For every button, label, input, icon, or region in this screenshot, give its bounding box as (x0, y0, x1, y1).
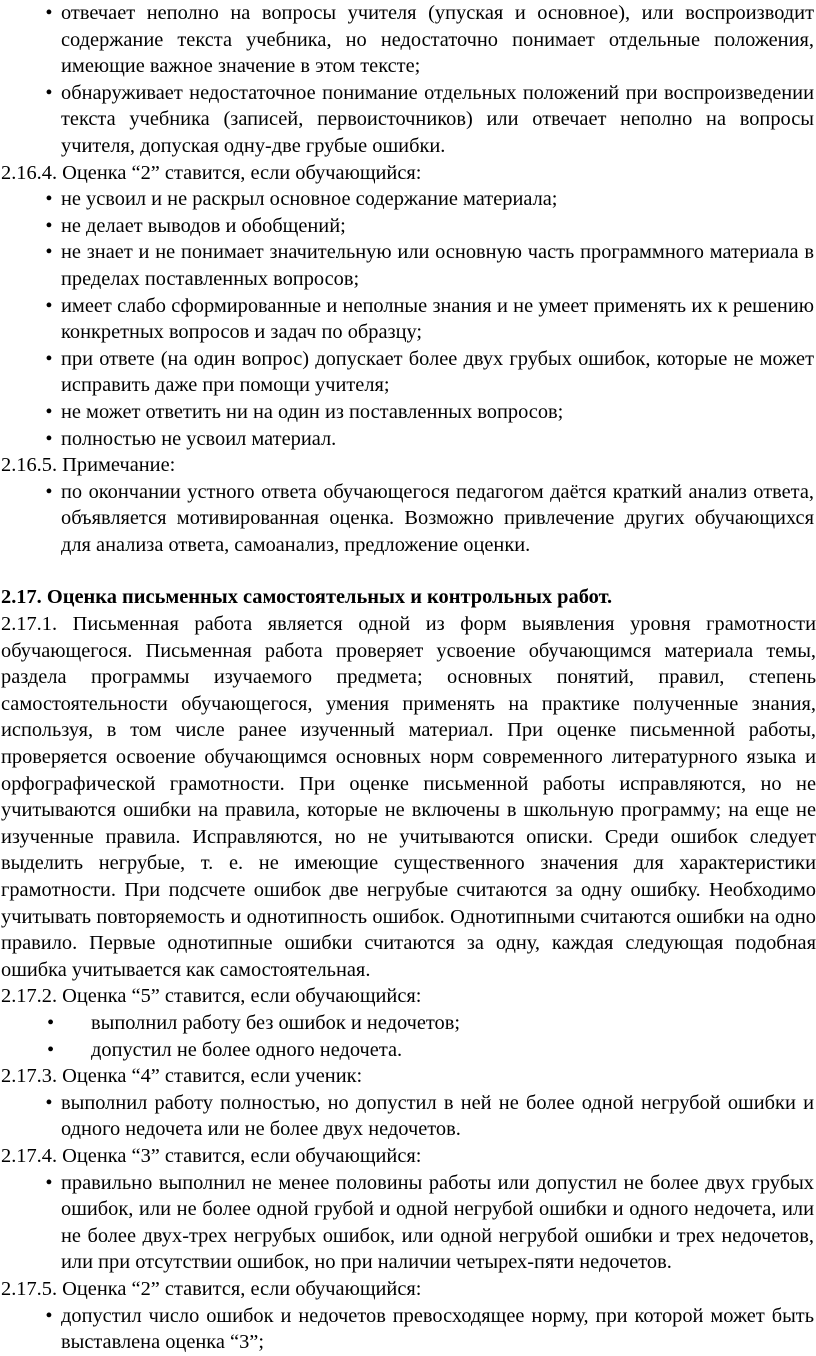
bullet-icon: • (45, 480, 53, 503)
bullet-text: при ответе (на один вопрос) допускает более двух грубых ошибок, которые не может исправить даже при помощи учителя; (61, 347, 814, 397)
section-item-heading: 2.17.3. Оценка “4” ставится, если ученик: (1, 1065, 363, 1088)
bullet-icon: • (45, 1091, 53, 1114)
bullet-icon: • (45, 214, 53, 237)
body-paragraph: 2.17.1. Письменная работа является одной из форм выявления уровня грамотности обучающегося. Письменная работа проверяет усвоение обучающимся материала темы, раздела программы изучаемого предмета; основных понятий, правил, степень самостоятельности обучающегося, умения применять на практике полученные знания, используя, в том числе ранее изученный материал. При оценке письменной работы, проверяется освоение обучающимся основных норм современного литературного языка и орфографической грамотности. При оценке письменной работы исправляются, но не учитываются ошибки на правила, которые не включены в школьную программу; на еще не изученные правила. Исправляются, но не учитываются описки. Среди ошибок следует выделить негрубые, т. е. не имеющие существенного значения для характеристики грамотности. При подсчете ошибок две негрубые считаются за одну ошибку. Необходимо учитывать повторяемость и однотипность ошибок. Однотипными считаются ошибки на одно правило. Первые однотипные ошибки считаются за одну, каждая следующая подобная ошибка учитывается как самостоятельная. (1, 613, 816, 981)
bullet-icon: • (45, 1171, 53, 1194)
bullet-text: отвечает неполно на вопросы учителя (упуская и основное), или воспроизводит содержание текста учебника, но недостаточно понимает отдельные положения, имеющие важное значение в этом тексте; (61, 2, 814, 78)
section-item-heading: 2.17.5. Оценка “2” ставится, если обучающийся: (1, 1277, 422, 1300)
bullet-text: допустил число ошибок и недочетов превосходящее норму, при которой может быть выставлена оценка “3”; (61, 1304, 814, 1354)
bullet-text: не делает выводов и обобщений; (61, 214, 346, 237)
section-item-heading: 2.17.4. Оценка “3” ставится, если обучающийся: (1, 1144, 422, 1167)
bullet-text: выполнил работу полностью, но допустил в ней не более одной негрубой ошибки и одного недочета или не более двух недочетов. (61, 1091, 814, 1141)
bullet-text: не знает и не понимает значительную или основную часть программного материала в пределах поставленных вопросов; (61, 241, 814, 290)
bullet-item (1, 399, 816, 426)
bullet-item (1, 0, 816, 80)
bullet-icon: • (45, 294, 53, 317)
bullet-item (1, 293, 816, 346)
bullet-text: допустил не более одного недочета. (91, 1038, 403, 1061)
bullet-text: по окончании устного ответа обучающегося педагогом даётся краткий анализ ответа, объявляется мотивированная оценка. Возможно привлечение других обучающихся для анализа ответа, самоанализ, предложение оценки. (61, 480, 814, 556)
section-item-heading: 2.16.4. Оценка “2” ставится, если обучающийся: (1, 161, 422, 184)
bullet-text: обнаруживает недостаточное понимание отдельных положений при воспроизведении текста учебника (записей, первоисточников) или отвечает неполно на вопросы учителя, допуская одну-две грубые ошибки. (61, 81, 814, 157)
bullet-icon: • (45, 188, 53, 211)
bullet-icon: • (47, 1011, 55, 1034)
bullet-item (1, 1090, 816, 1143)
bullet-icon: • (45, 427, 53, 450)
section-item-heading: 2.17.2. Оценка “5” ставится, если обучающийся: (1, 985, 422, 1008)
bullet-item (1, 479, 816, 559)
bullet-item (1, 1170, 816, 1276)
bullet-icon: • (45, 81, 53, 104)
bullet-item (1, 426, 816, 453)
bullet-item (1, 239, 816, 292)
section-item-heading: 2.16.5. Примечание: (1, 454, 176, 477)
bullet-icon: • (45, 2, 53, 24)
bullet-text: имеет слабо сформированные и неполные знания и не умеет применять их к решению конкретных вопросов и задач по образцу; (61, 294, 814, 344)
bullet-item (1, 1303, 816, 1356)
bullet-icon: • (45, 347, 53, 370)
bullet-icon: • (45, 1304, 53, 1327)
bullet-icon: • (45, 400, 53, 423)
bullet-text: не усвоил и не раскрыл основное содержание материала; (61, 188, 558, 211)
section-heading: 2.17. Оценка письменных самостоятельных и контрольных работ. (1, 586, 613, 609)
bullet-item (1, 213, 816, 240)
bullet-item (1, 1037, 816, 1064)
bullet-item (1, 80, 816, 160)
bullet-icon: • (47, 1038, 55, 1061)
bullet-text: не может ответить ни на один из поставленных вопросов; (61, 400, 564, 423)
bullet-item (1, 186, 816, 213)
bullet-text: полностью не усвоил материал. (61, 427, 337, 450)
bullet-item (1, 1010, 816, 1037)
bullet-text: выполнил работу без ошибок и недочетов; (91, 1011, 461, 1034)
bullet-icon: • (45, 241, 53, 264)
bullet-text: правильно выполнил не менее половины работы или допустил не более двух грубых ошибок, или не более одной грубой и одной негрубой ошибки и одного недочета, или не более двух-трех негрубых ошибок, или одной негрубой ошибки и трех недочетов, или при отсутствии ошибок, но при наличии четырех-пяти недочетов. (61, 1171, 814, 1274)
bullet-item (1, 346, 816, 399)
